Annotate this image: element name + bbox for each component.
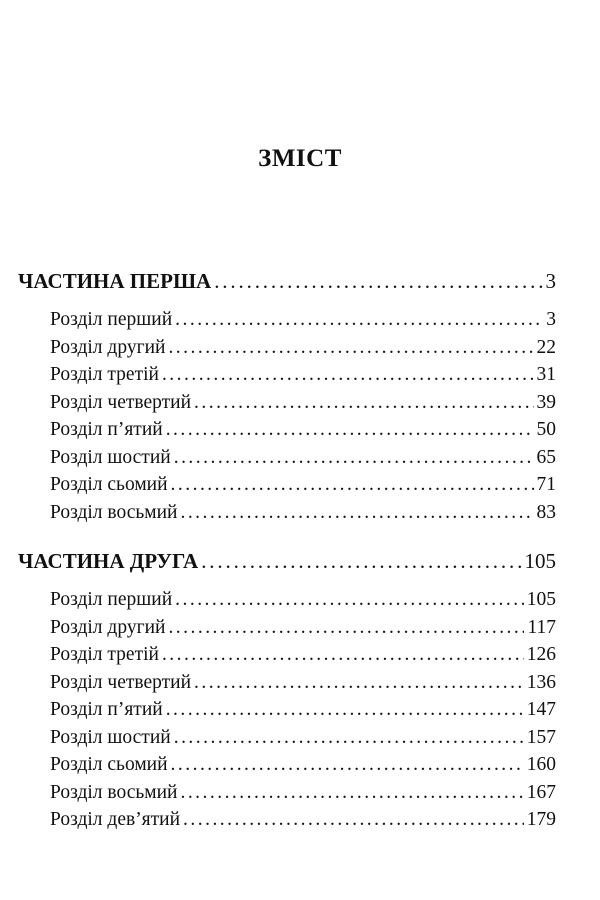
toc-chapter-label: Розділ шостий <box>50 726 171 748</box>
toc-chapter-row <box>18 416 556 444</box>
toc-page-number: 157 <box>526 726 556 748</box>
toc-chapter-label: Розділ шостий <box>50 446 171 468</box>
toc-chapter-label: Розділ дев’ятий <box>50 809 181 830</box>
dot-leader <box>168 334 533 362</box>
dot-leader <box>180 499 533 527</box>
toc-chapter-label: Розділ п’ятий <box>50 419 163 440</box>
dot-leader <box>180 779 523 807</box>
toc-chapter-row <box>18 389 556 417</box>
dot-leader <box>174 724 524 752</box>
toc-page-number: 167 <box>526 781 556 803</box>
toc-chapter-label: Розділ п’ятий <box>50 699 163 720</box>
toc-page-number: 117 <box>527 616 556 638</box>
dot-leader <box>174 444 534 472</box>
toc-title: ЗМІСТ <box>258 145 342 172</box>
toc-chapter-row <box>18 806 556 834</box>
dot-leader <box>194 669 524 697</box>
toc-page-number: 147 <box>526 699 556 720</box>
toc-page-number: 160 <box>526 754 556 775</box>
toc-chapter-row <box>18 444 556 472</box>
toc-page-number: 22 <box>536 336 556 358</box>
toc-chapter-label: Розділ сьомий <box>50 754 168 775</box>
toc-chapter-label: Розділ восьмий <box>50 781 178 803</box>
toc-page-number: 126 <box>526 644 556 665</box>
dot-leader <box>201 542 521 580</box>
toc-page-number: 105 <box>524 549 556 573</box>
toc-chapter-row <box>18 306 556 334</box>
toc-chapter-label: Розділ третій <box>50 364 159 385</box>
toc-page-number: 3 <box>545 269 556 293</box>
toc-page-number: 71 <box>536 474 556 495</box>
toc-chapter-row <box>18 334 556 362</box>
toc-chapter-row <box>18 614 556 642</box>
toc-page-number: 136 <box>526 671 556 693</box>
toc-chapter-row <box>18 696 556 724</box>
toc-chapter-label: Розділ четвертий <box>50 391 192 413</box>
toc-page-number: 39 <box>536 391 556 413</box>
dot-leader <box>171 471 534 499</box>
toc-page-number: 105 <box>526 589 556 610</box>
toc-part-row <box>18 542 556 580</box>
dot-leader <box>175 306 543 334</box>
dot-leader <box>194 389 533 417</box>
toc-part-label: ЧАСТИНА ПЕРША <box>18 269 212 293</box>
toc-page-number: 50 <box>536 419 556 440</box>
toc-page-number: 3 <box>546 309 556 330</box>
toc-chapter-row <box>18 641 556 669</box>
toc-chapter-row <box>18 361 556 389</box>
toc-chapter-row <box>18 669 556 697</box>
dot-leader <box>162 641 524 669</box>
dot-leader <box>166 696 524 724</box>
toc-chapter-label: Розділ сьомий <box>50 474 168 495</box>
dot-leader <box>162 361 534 389</box>
dot-leader <box>168 614 524 642</box>
toc-part-row <box>18 262 556 300</box>
toc-part-label: ЧАСТИНА ДРУГА <box>18 549 199 573</box>
toc-chapter-row <box>18 779 556 807</box>
toc-chapter-label: Розділ перший <box>50 309 173 330</box>
toc-chapter-label: Розділ перший <box>50 589 173 610</box>
toc-chapter-label: Розділ другий <box>50 616 166 638</box>
toc-chapter-label: Розділ восьмий <box>50 501 178 523</box>
toc-page-number: 179 <box>526 809 556 830</box>
dot-leader <box>183 806 524 834</box>
toc-chapter-row <box>18 724 556 752</box>
toc-chapter-label: Розділ четвертий <box>50 671 192 693</box>
toc-page-number: 65 <box>536 446 556 468</box>
toc-chapter-row <box>18 471 556 499</box>
dot-leader <box>175 586 524 614</box>
toc-chapter-label: Розділ другий <box>50 336 166 358</box>
toc-chapter-label: Розділ третій <box>50 644 159 665</box>
dot-leader <box>166 416 534 444</box>
toc-page-number: 31 <box>536 364 556 385</box>
toc-chapter-row <box>18 586 556 614</box>
dot-leader <box>171 751 524 779</box>
toc-chapter-row <box>18 751 556 779</box>
table-of-contents <box>18 262 556 834</box>
toc-chapter-row <box>18 499 556 527</box>
dot-leader <box>214 262 542 300</box>
toc-page-number: 83 <box>536 501 556 523</box>
